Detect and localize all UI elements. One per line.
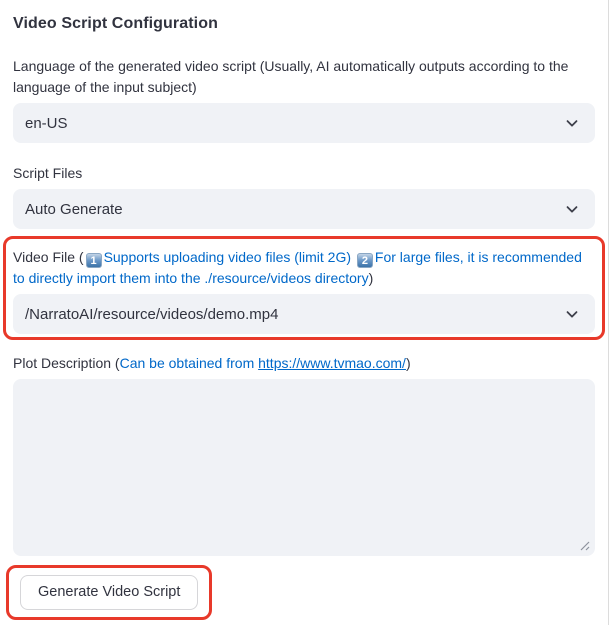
video-file-label bbox=[13, 247, 591, 289]
keycap-1-icon: 1 bbox=[86, 253, 102, 268]
video-file-annotation-box bbox=[3, 236, 605, 340]
plot-description-textarea[interactable] bbox=[13, 379, 595, 556]
script-files-label: Script Files bbox=[13, 165, 83, 181]
video-file-select[interactable] bbox=[13, 294, 595, 334]
keycap-2-icon: 2 bbox=[357, 253, 373, 268]
video-file-note-2: For large files, it is recommended to directly import them into the ./resource/videos directory bbox=[13, 249, 582, 286]
plot-description-note: Can be obtained from bbox=[119, 355, 259, 371]
language-label: Language of the generated video script (Usually, AI automatically outputs according to the language of the input subject) bbox=[13, 58, 569, 95]
generate-button-annotation-box bbox=[6, 565, 212, 620]
textarea-resize-handle-icon[interactable] bbox=[578, 539, 590, 551]
video-file-select-value: /NarratoAI/resource/videos/demo.mp4 bbox=[25, 305, 279, 323]
language-select[interactable] bbox=[13, 103, 595, 143]
script-files-select-value: Auto Generate bbox=[25, 200, 123, 218]
plot-description-label-prefix: Plot Description ( bbox=[13, 355, 120, 371]
plot-description-label bbox=[13, 353, 591, 374]
video-file-note-1: Supports uploading video files (limit 2G) bbox=[103, 249, 355, 265]
chevron-down-icon bbox=[563, 305, 581, 323]
plot-description-label-suffix: ) bbox=[405, 355, 411, 371]
page-title: Video Script Configuration bbox=[13, 15, 218, 32]
script-files-select[interactable] bbox=[13, 189, 595, 229]
app-container-right-border bbox=[608, 0, 609, 625]
video-file-label-prefix: Video File ( bbox=[13, 249, 84, 265]
tvmao-link[interactable]: https://www.tvmao.com/ bbox=[258, 355, 406, 371]
chevron-down-icon bbox=[563, 200, 581, 218]
chevron-down-icon bbox=[563, 114, 581, 132]
generate-video-script-button[interactable]: Generate Video Script bbox=[20, 575, 198, 610]
language-select-value: en-US bbox=[25, 114, 68, 132]
video-file-label-suffix: ) bbox=[368, 270, 374, 286]
plot-description-textarea-wrap bbox=[13, 379, 595, 556]
